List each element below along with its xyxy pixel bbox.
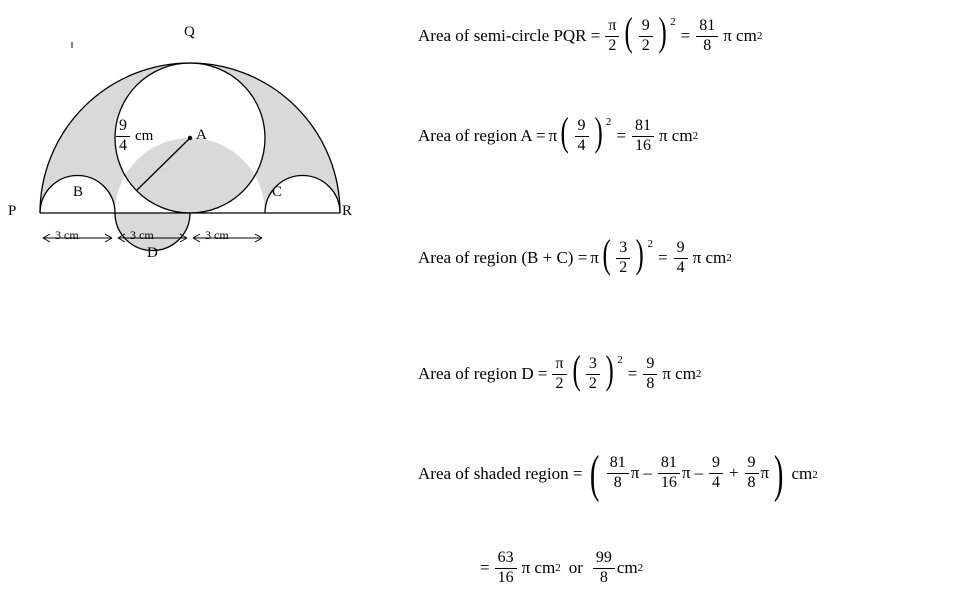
eq3-lead: Area of region (B + C) = [418,247,588,267]
eq5-lead: Area of shaded region = [418,464,583,484]
eq1-result: $\frac{81}{8}$ [696,18,718,55]
eq3-equals: = [658,247,668,267]
eq3-tail: π cm [692,247,727,267]
equation-region-a: Area of region A = π ( $\frac{9}{4}$ ) 2 = $\frac{81}{16}$ π cm 2 [418,109,699,154]
eq4-coefficient: $\frac{\pi}{2}$ [552,356,566,393]
eq2-equals: = [616,125,626,145]
solution-equations [418,0,958,616]
radius-label [114,118,153,155]
equation-shaded-region: Area of shaded region = ( $\frac{81}{8}$ π – $\frac{81}{16}$ π – $\frac{9}{4}$ + $\frac{9}{8}$ π ) cm 2 [418,446,818,503]
eq5-term-1: $\frac{81}{8}$ [607,455,629,492]
eq5-term-2: $\frac{81}{16}$ [658,455,680,492]
eq6-result: $\frac{63}{16}$ [495,550,517,587]
eq5-term-2-symbol: π [681,462,691,482]
dimension-label-right: 3 cm [205,228,229,242]
geometry-figure [0,0,400,300]
eq1-tail: π cm [723,25,757,45]
right-paren-icon: ) [605,347,614,392]
left-paren-icon: ( [624,9,634,54]
dimension-label-middle: 3 cm [130,228,154,242]
eq4-parenthesized: ( $\frac{3}{2}$ ) 2 [572,347,623,392]
eq5-term-3: $\frac{9}{4}$ [709,455,723,492]
eq5-op-2: – [643,462,652,482]
dimension-label-left: 3 cm [55,228,79,242]
eq1-lead: Area of semi-circle PQR = [418,25,601,45]
eq2-parenthesized: ( $\frac{9}{4}$ ) 2 [560,109,612,154]
eq3-coefficient: π [590,247,599,267]
eq6-tail-alt: cm [616,557,638,577]
equation-semi-circle-pqr: Area of semi-circle PQR = $\frac{\pi}{2}$ ( $\frac{9}{2}$ ) 2 = $\frac{81}{8}$ π cm 2 [418,9,763,54]
eq6-lead: = [480,557,490,577]
left-paren-icon: ( [572,347,581,392]
eq6-conjunction: or [568,557,583,577]
eq5-op-3: – [694,462,703,482]
eq1-equals: = [680,25,691,45]
eq4-lead: Area of region D = [418,363,548,383]
eq4-tail: π cm [662,363,696,383]
right-paren-icon: ) [635,231,645,276]
radius-unit: cm [135,127,154,144]
eq6-result-alt: $\frac{99}{8}$ [593,550,615,587]
figure-svg [0,0,400,300]
eq3-parenthesized: ( $\frac{3}{2}$ ) 2 [602,231,654,276]
label-r: R [342,203,353,219]
eq5-tail: cm [791,464,813,484]
right-paren-icon: ) [658,9,667,54]
eq2-lead: Area of region A = [418,125,546,145]
equation-region-d: Area of region D = $\frac{\pi}{2}$ ( $\frac{3}{2}$ ) 2 = $\frac{9}{8}$ π cm 2 [418,347,702,392]
right-paren-icon: ) [774,446,784,503]
radius-numerator: 9 [116,118,130,137]
label-p: P [8,203,17,219]
eq2-result: $\frac{81}{16}$ [632,118,654,155]
eq2-tail: π cm [658,125,693,145]
left-paren-icon: ( [590,446,600,503]
label-a: A [196,127,207,143]
eq2-coefficient: π [548,125,558,145]
left-paren-icon: ( [602,231,611,276]
eq6-tail: π cm [521,557,556,577]
label-b: B [73,184,84,200]
eq1-parenthesized: ( $\frac{9}{2}$ ) 2 [624,9,676,54]
left-paren-icon: ( [560,109,569,154]
center-point-a [188,136,192,140]
eq1-coefficient: $\frac{\pi}{2}$ [605,18,619,55]
label-q: Q [184,24,195,40]
eq4-equals: = [627,363,638,383]
eq3-result: $\frac{9}{4}$ [674,240,688,277]
equation-region-b-plus-c: Area of region (B + C) = π ( $\frac{3}{2}$ ) 2 = $\frac{9}{4}$ π cm 2 [418,231,732,276]
eq5-term-1-symbol: π [630,462,640,482]
right-paren-icon: ) [594,109,603,154]
shaded-region [40,63,340,250]
eq5-term-4: $\frac{9}{8}$ [745,455,759,492]
label-c: C [272,184,283,200]
eq5-term-4-symbol: π [760,462,770,482]
label-d: D [147,245,158,261]
eq4-result: $\frac{9}{8}$ [643,356,657,393]
eq5-op-4: + [728,462,739,482]
radius-denominator: 4 [119,136,127,154]
equation-final-answer: = $\frac{63}{16}$ π cm 2 or $\frac{99}{8}$ cm 2 [480,549,644,586]
